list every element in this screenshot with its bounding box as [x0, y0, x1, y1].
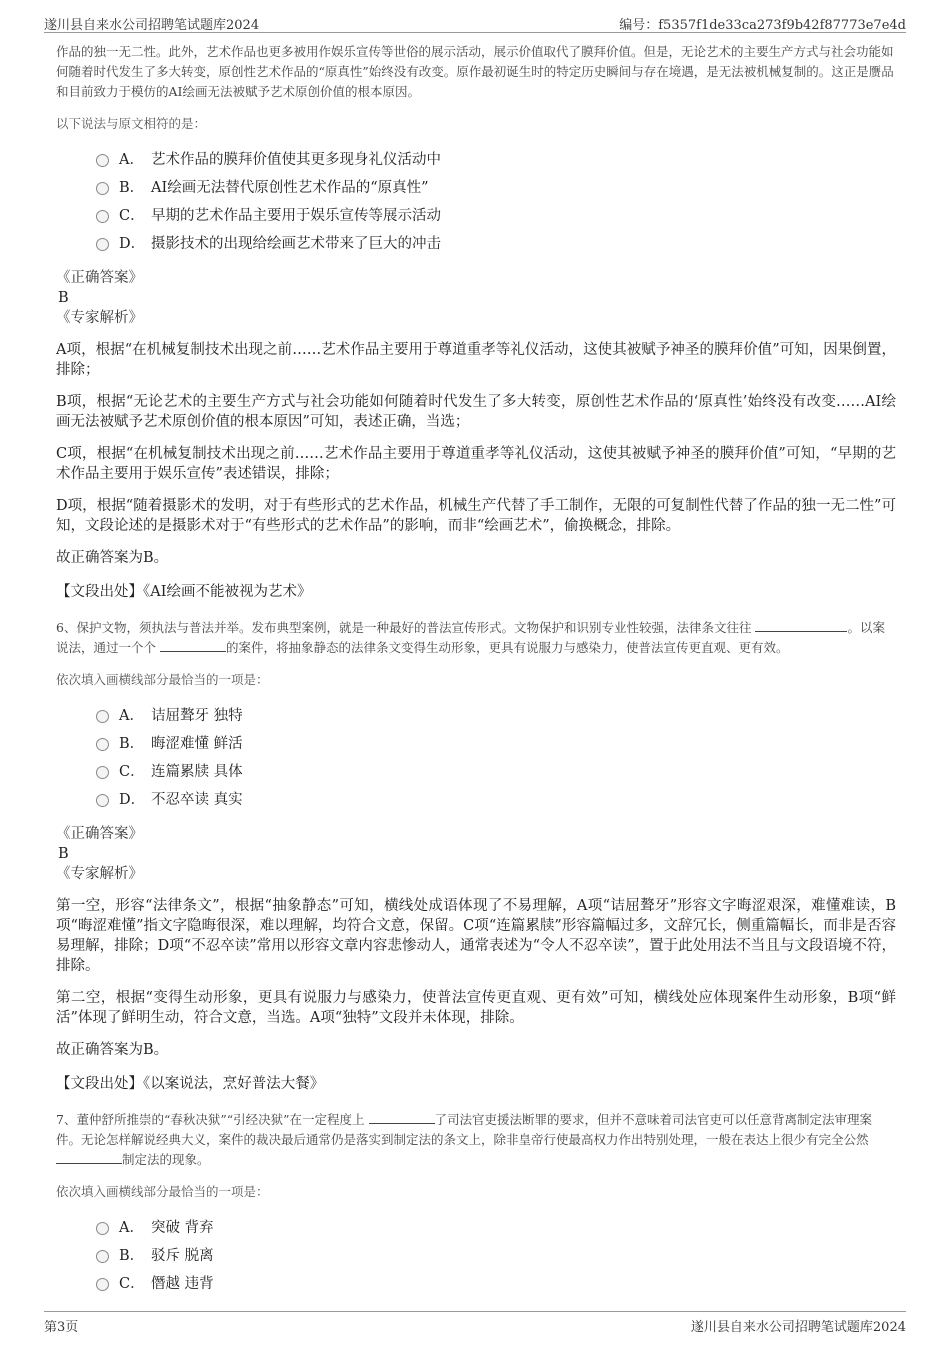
q6-option-d[interactable] — [96, 786, 896, 814]
q6-answer-label: 《正确答案》 — [56, 826, 143, 842]
page-footer — [44, 1311, 906, 1336]
q5-answer-label: 《正确答案》 — [56, 270, 143, 286]
radio-icon[interactable] — [96, 210, 109, 223]
q5-option-b[interactable] — [96, 174, 896, 202]
q5-passage: 作品的独一无二性。此外，艺术作品也更多被用作娱乐宣传等世俗的展示活动，展示价值取代了膜拜价值。但是，无论艺术的主要生产方式与社会功能如何随着时代发生了多大转变，原创性艺术作品的“原真性”始终没有改变。原作最初诞生时的特定历史瞬间与存在境遇，是无法被机械复制的。这正是赝品和目前致力于模仿的AI绘画无法被赋予艺术原创价值的根本原因。 — [56, 44, 894, 99]
option-text: 诘屈聱牙 独特 — [151, 708, 243, 724]
option-letter: B． — [119, 180, 145, 196]
q6-prompt: 依次填入画横线部分最恰当的一项是： — [56, 672, 269, 687]
q5-analysis-b: B项，根据“无论艺术的主要生产方式与社会功能如何随着时代发生了多大转变，原创性艺术作品的‘原真性’始终没有改变……AI绘画无法被赋予艺术原创价值的根本原因”可知，表述正确，当选； — [56, 394, 896, 430]
q6-analysis-second: 第二空，根据“变得生动形象，更具有说服力与感染力，使普法宣传更直观、更有效”可知，横线处应体现案件生动形象，B项“鲜活”体现了鲜明生动，符合文意，当选。A项“独特”文段并未体现，排除。 — [56, 990, 896, 1026]
option-text: 晦涩难懂 鲜活 — [151, 736, 243, 752]
q5-conclusion: 故正确答案为B。 — [56, 550, 169, 566]
option-letter: A． — [119, 152, 144, 168]
q7-options — [96, 1214, 896, 1298]
option-letter: C． — [119, 764, 145, 780]
q5-analysis-a: A项，根据“在机械复制技术出现之前……艺术作品主要用于尊道重孝等礼仪活动，这使其被赋予神圣的膜拜价值”可知，因果倒置，排除； — [56, 342, 896, 378]
q6-options — [96, 702, 896, 814]
option-text: 不忍卒读 真实 — [151, 792, 243, 808]
radio-icon[interactable] — [96, 1222, 109, 1235]
q5-option-c[interactable] — [96, 202, 896, 230]
q6-option-b[interactable] — [96, 730, 896, 758]
q7-text-part3: 制定法的现象。 — [122, 1152, 210, 1167]
option-letter: D． — [119, 792, 146, 808]
q6-text — [56, 618, 896, 658]
page-header — [44, 10, 906, 33]
q6-text-part1: 6、保护文物，须执法与普法并举。发布典型案例，就是一种最好的普法宣传形式。文物保护和识别专业性较强，法律条文往往 — [56, 620, 752, 635]
option-text: 艺术作品的膜拜价值使其更多现身礼仪活动中 — [151, 152, 441, 168]
page-number: 第3页 — [44, 1320, 79, 1335]
q7-option-b[interactable] — [96, 1242, 896, 1270]
radio-icon[interactable] — [96, 182, 109, 195]
page-content — [56, 42, 896, 1308]
q6-analysis-first: 第一空，形容“法律条文”，根据“抽象静态”可知，横线处成语体现了不易理解，A项“诘屈聱牙”形容文字晦涩艰深，难懂难读，B项“晦涩难懂”指文字隐晦很深，难以理解，均符合文意，保留。C项“连篇累牍”形容篇幅过多，文辞冗长，侧重篇幅长，而非是否容易理解，排除；D项“不忍卒读”常用以形容文章内容悲惨动人，通常表述为“令人不忍卒读”，置于此处用法不当且与文段语境不符，排除。 — [56, 898, 896, 974]
q5-option-d[interactable] — [96, 230, 896, 258]
q5-analysis-label: 《专家解析》 — [56, 310, 143, 326]
q6-option-a[interactable] — [96, 702, 896, 730]
option-text: 早期的艺术作品主要用于娱乐宣传等展示活动 — [151, 208, 441, 224]
option-text: 突破 背弃 — [151, 1220, 214, 1236]
q7-text — [56, 1110, 896, 1170]
radio-icon[interactable] — [96, 794, 109, 807]
radio-icon[interactable] — [96, 1278, 109, 1291]
q6-answer: B — [58, 846, 69, 862]
q7-option-c[interactable] — [96, 1270, 896, 1298]
q7-text-part1: 7、董仲舒所推崇的“春秋决狱”“引经决狱”在一定程度上 — [56, 1112, 365, 1127]
option-letter: D． — [119, 236, 146, 252]
q5-option-a[interactable] — [96, 146, 896, 174]
header-code-value: f5357f1de33ca273f9b42f87773e7e4d — [658, 18, 906, 33]
option-text: 摄影技术的出现给绘画艺术带来了巨大的冲击 — [151, 236, 441, 252]
fill-blank — [56, 1151, 122, 1164]
radio-icon[interactable] — [96, 154, 109, 167]
q6-text-part2: 。以案说法，通过一个个 — [56, 620, 885, 655]
q7-option-a[interactable] — [96, 1214, 896, 1242]
fill-blank — [160, 639, 226, 652]
header-title: 遂川县自来水公司招聘笔试题库2024 — [44, 18, 260, 33]
option-letter: C． — [119, 208, 145, 224]
q7-text-part2: 了司法官吏援法断罪的要求，但并不意味着司法官吏可以任意背离制定法审理案件。无论怎样解说经典大义，案件的裁决最后通常仍是落实到制定法的条文上，除非皇帝行使最高权力作出特别处理，一般在表达上很少有完全公然 — [56, 1112, 873, 1147]
radio-icon[interactable] — [96, 238, 109, 251]
q5-analysis-c: C项，根据“在机械复制技术出现之前……艺术作品主要用于尊道重孝等礼仪活动，这使其被赋予神圣的膜拜价值”可知，“早期的艺术作品主要用于娱乐宣传”表述错误，排除； — [56, 446, 897, 482]
fill-blank — [369, 1111, 435, 1124]
q6-option-c[interactable] — [96, 758, 896, 786]
radio-icon[interactable] — [96, 1250, 109, 1263]
radio-icon[interactable] — [96, 710, 109, 723]
option-text: 连篇累牍 具体 — [151, 764, 243, 780]
option-letter: A． — [119, 1220, 144, 1236]
option-text: 驳斥 脱离 — [151, 1248, 214, 1264]
header-code-label: 编号： — [619, 18, 659, 33]
footer-title: 遂川县自来水公司招聘笔试题库2024 — [690, 1320, 906, 1335]
q7-prompt: 依次填入画横线部分最恰当的一项是： — [56, 1184, 269, 1199]
option-text: 僭越 违背 — [151, 1276, 214, 1292]
q5-prompt: 以下说法与原文相符的是： — [56, 116, 207, 131]
header-code — [619, 14, 906, 33]
q5-source: 【文段出处】《AI绘画不能被视为艺术》 — [56, 584, 312, 600]
radio-icon[interactable] — [96, 738, 109, 751]
q6-text-part3: 的案件，将抽象静态的法律条文变得生动形象，更具有说服力与感染力，使普法宣传更直观、更有效。 — [226, 640, 789, 655]
option-letter: B． — [119, 736, 145, 752]
fill-blank — [755, 619, 847, 632]
option-letter: A． — [119, 708, 144, 724]
q6-conclusion: 故正确答案为B。 — [56, 1042, 169, 1058]
q6-source: 【文段出处】《以案说法，烹好普法大餐》 — [56, 1076, 325, 1092]
q5-options — [96, 146, 896, 258]
option-letter: C． — [119, 1276, 145, 1292]
q5-analysis-d: D项，根据“随着摄影术的发明，对于有些形式的艺术作品，机械生产代替了手工制作，无限的可复制性代替了作品的独一无二性”可知，文段论述的是摄影术对于“有些形式的艺术作品”的影响，而非“绘画艺术”，偷换概念，排除。 — [56, 498, 896, 534]
q6-analysis-label: 《专家解析》 — [56, 866, 143, 882]
option-text: AI绘画无法替代原创性艺术作品的“原真性” — [151, 180, 429, 196]
option-letter: B． — [119, 1248, 145, 1264]
radio-icon[interactable] — [96, 766, 109, 779]
q5-answer: B — [58, 290, 69, 306]
